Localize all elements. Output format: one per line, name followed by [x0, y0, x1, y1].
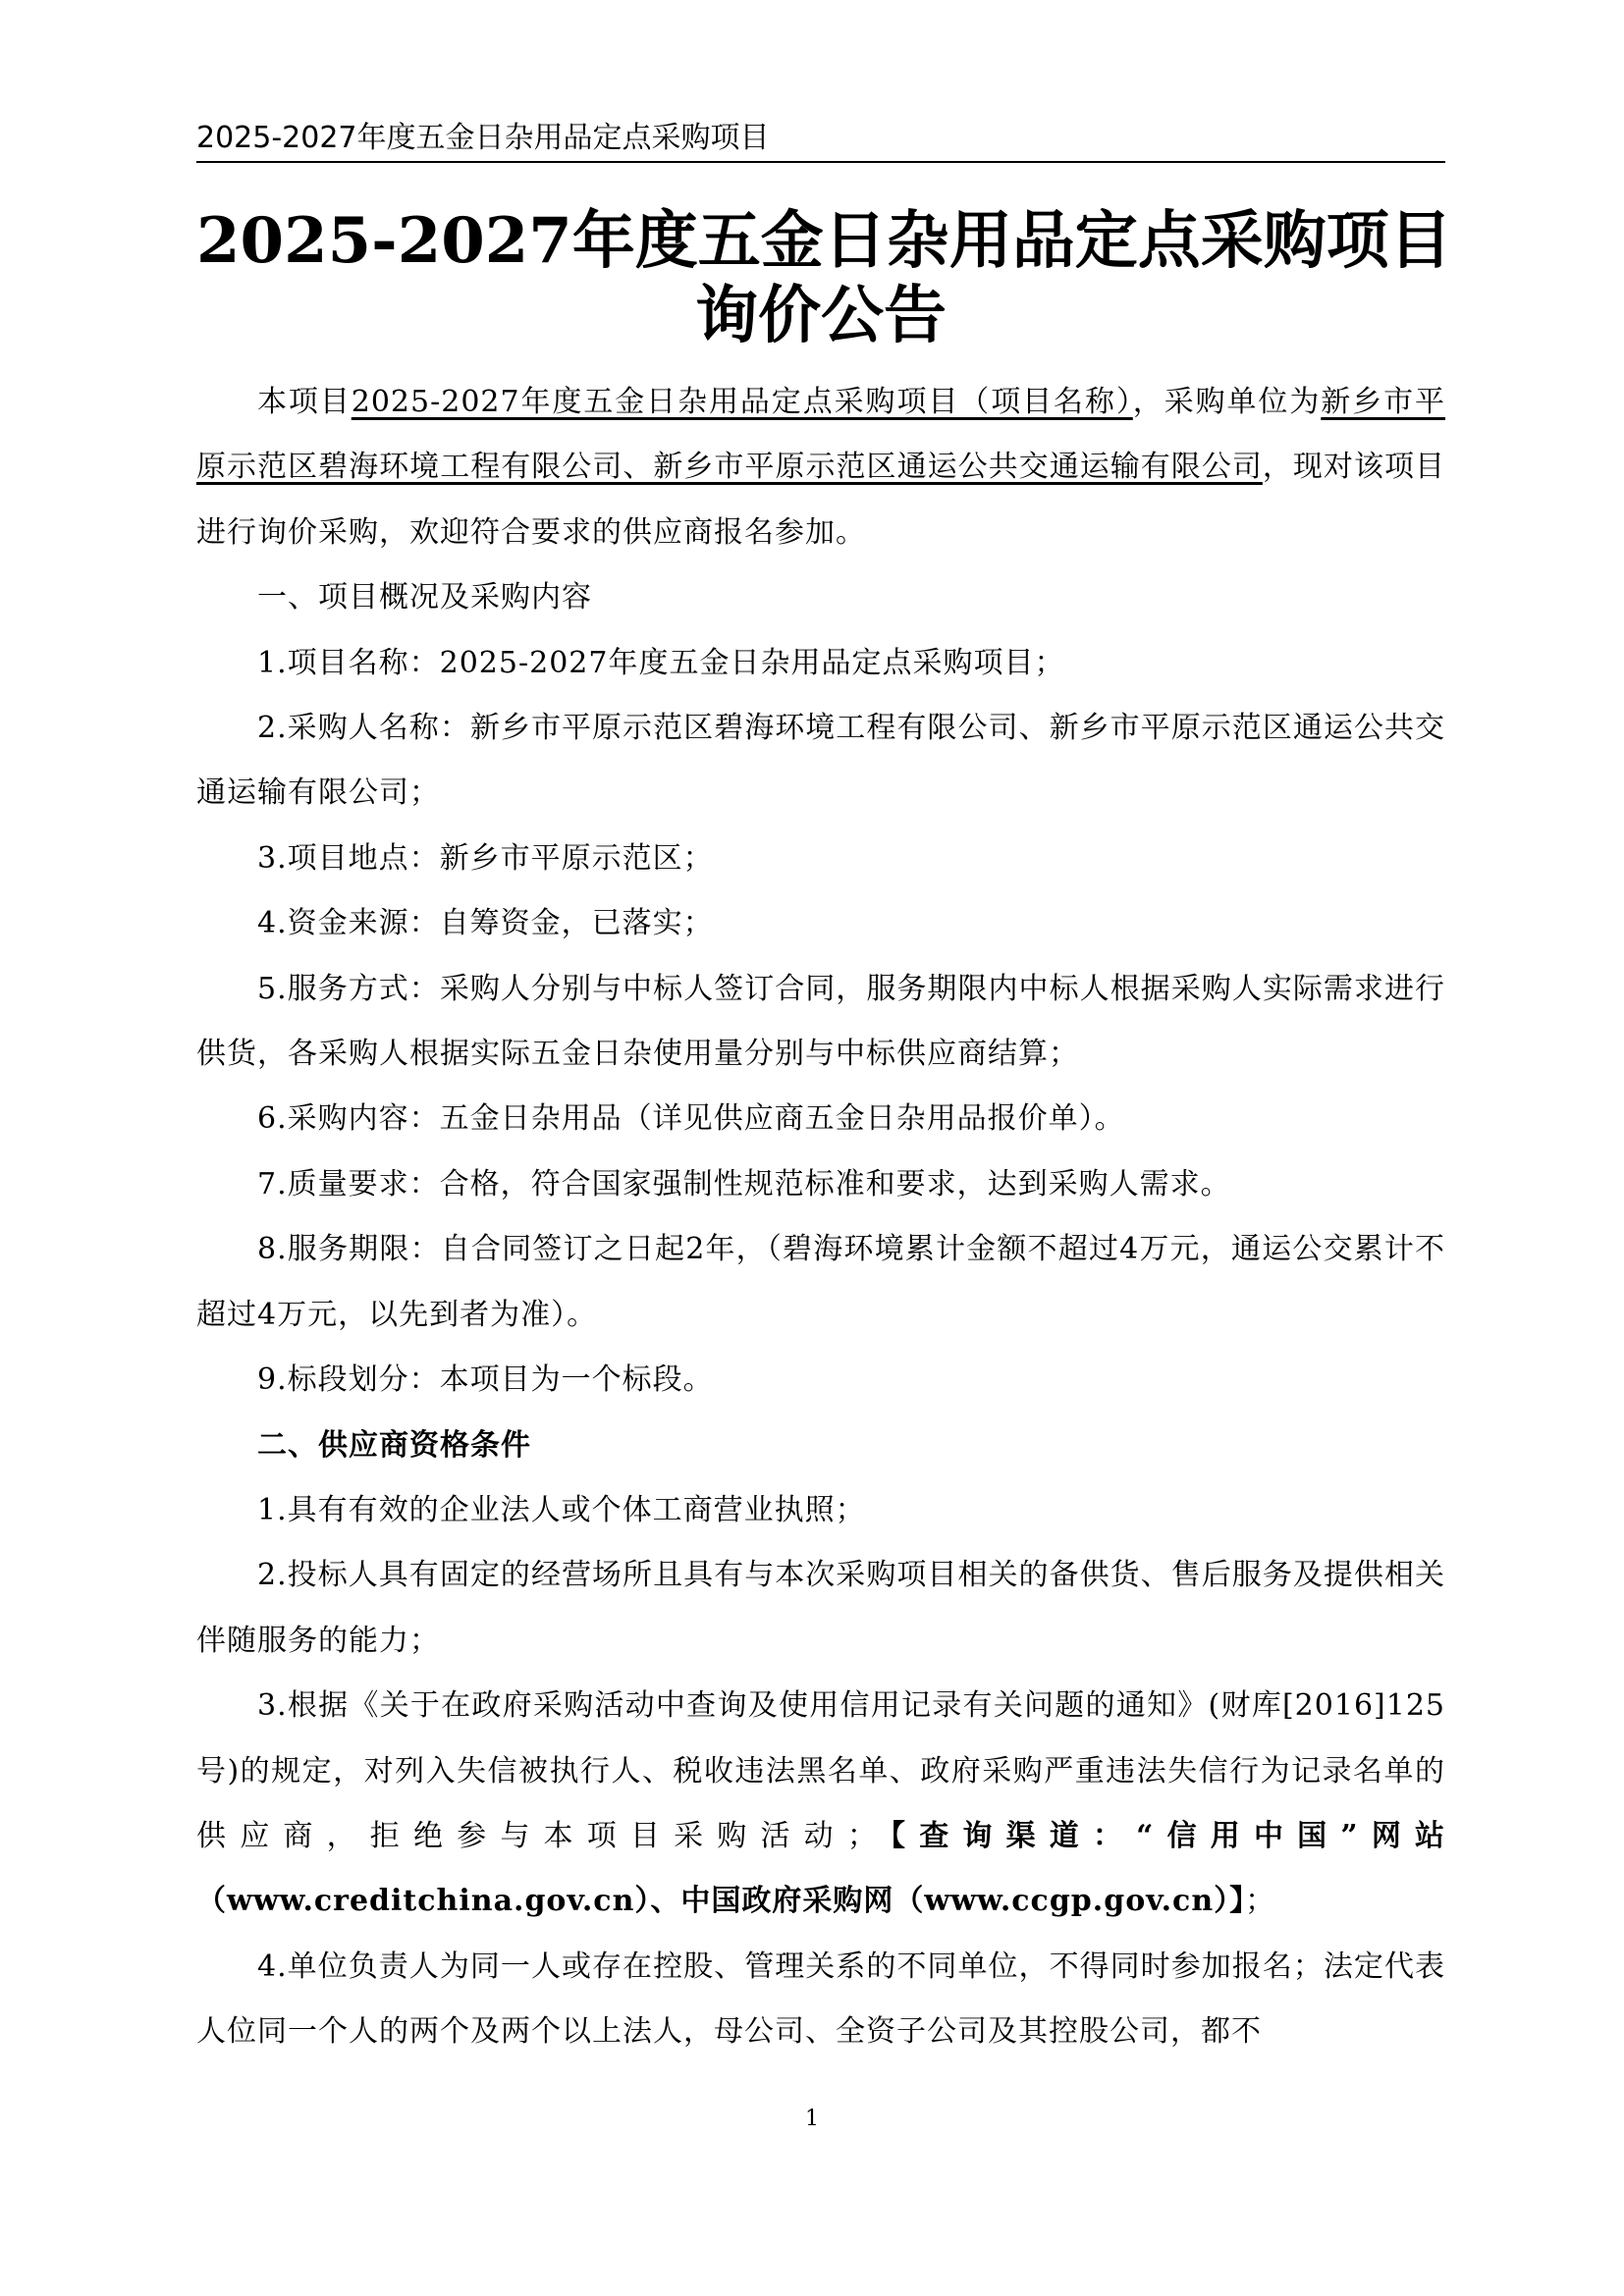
document-body [196, 370, 1445, 2065]
section1-item-5: 5.服务方式：采购人分别与中标人签订合同，服务期限内中标人根据采购人实际需求进行供货，各采购人根据实际五金日杂使用量分别与中标供应商结算； [196, 971, 1445, 1072]
section1-item-7: 7.质量要求：合格，符合国家强制性规范标准和要求，达到采购人需求。 [257, 1166, 1231, 1201]
section1-item-8: 8.服务期限：自合同签订之日起2年，（碧海环境累计金额不超过4万元，通运公交累计不超过4万元，以先到者为准）。 [196, 1232, 1445, 1332]
intro-buyers: 新乡市平原示范区碧海环境工程有限公司、新乡市平原示范区通运公共交通运输有限公司 [196, 385, 1446, 485]
page-number: 1 [805, 2107, 819, 2131]
section2-item-4: 4.单位负责人为同一人或存在控股、管理关系的不同单位，不得同时参加报名；法定代表人位同一个人的两个及两个以上法人，母公司、全资子公司及其控股公司，都不 [196, 1949, 1445, 2050]
section1-item-9: 9.标段划分：本项目为一个标段。 [257, 1362, 714, 1398]
section2-heading: 二、供应商资格条件 [257, 1427, 531, 1463]
intro-mid: ，采购单位为 [1132, 385, 1322, 419]
intro-suffix: ，现对该项目进行询价采购，欢迎符合要求的供应商报名参加。 [196, 450, 1446, 550]
section2-item-3-text: 3.根据《关于在政府采购活动中查询及使用信用记录有关问题的通知》(财库[2016]125号)的规定，对列入失信被执行人、税收违法黑名单、政府采购严重违法失信行为记录名单的供应商，拒绝参与本项目采购活动； [196, 1688, 1445, 1853]
section1-item-4: 4.资金来源：自筹资金，已落实； [257, 906, 714, 941]
running-header [196, 116, 1445, 163]
section1-heading: 一、项目概况及采购内容 [257, 580, 592, 615]
document-title-line2: 询价公告 [695, 279, 947, 352]
section1-item-1: 1.项目名称：2025-2027年度五金日杂用品定点采购项目； [257, 645, 1065, 680]
intro-project-name: 2025-2027年度五金日杂用品定点采购项目（项目名称） [351, 385, 1133, 419]
section1-item-3: 3.项目地点：新乡市平原示范区； [257, 840, 714, 876]
section2-item-3-end: ； [1245, 1884, 1276, 1919]
section2-item-2: 2.投标人具有固定的经营场所且具有与本次采购项目相关的备供货、售后服务及提供相关伴随服务的能力； [196, 1558, 1445, 1658]
running-header-title: 2025-2027年度五金日杂用品定点采购项目 [196, 121, 770, 155]
section1-item-6: 6.采购内容：五金日杂用品（详见供应商五金日杂用品报价单）。 [257, 1101, 1125, 1137]
section2-item-3 [196, 1674, 1445, 1935]
document-title-line1: 2025-2027年度五金日杂用品定点采购项目 [196, 204, 1452, 278]
section2-item-3-query-channels: 【查询渠道：“信用中国”网站（www.creditchina.gov.cn）、中国政府采购网（www.ccgp.gov.cn）】 [196, 1818, 1446, 1919]
intro-paragraph [196, 370, 1445, 565]
intro-prefix: 本项目 [257, 385, 352, 419]
section2-item-1: 1.具有有效的企业法人或个体工商营业执照； [257, 1492, 866, 1527]
section1-item-2: 2.采购人名称：新乡市平原示范区碧海环境工程有限公司、新乡市平原示范区通运公共交通运输有限公司； [196, 711, 1445, 811]
